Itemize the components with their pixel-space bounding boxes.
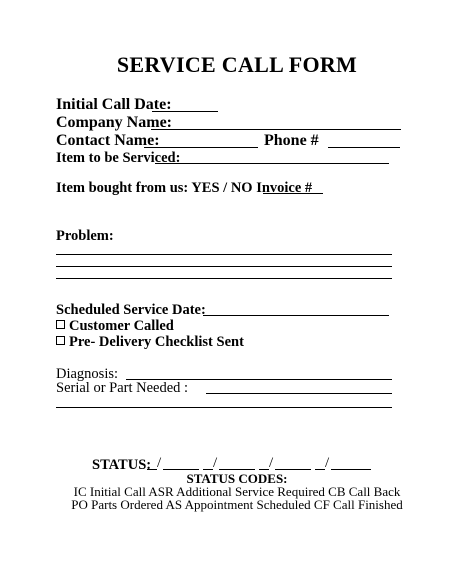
serial-part-field[interactable] [206, 393, 392, 394]
item-bought-label: Item bought from us: YES / NO Invoice # [56, 180, 313, 196]
status-codes-title: STATUS CODES: [186, 471, 288, 486]
customer-called-checkbox[interactable] [56, 320, 65, 329]
item-serviced-field[interactable] [155, 163, 389, 164]
diagnosis-label: Diagnosis: [56, 366, 119, 382]
status-slash-3: / [269, 455, 274, 471]
status-slot-2a[interactable] [203, 469, 213, 470]
status-label: STATUS: [92, 457, 152, 473]
company-name-label: Company Name: [56, 114, 172, 131]
status-slash-4: / [325, 455, 330, 471]
checklist-sent-checkbox[interactable] [56, 336, 65, 345]
problem-line-3[interactable] [56, 278, 392, 279]
customer-called-label: Customer Called [69, 318, 174, 334]
status-slot-1b[interactable] [163, 469, 199, 470]
phone-label: Phone # [264, 132, 319, 149]
status-slot-4b[interactable] [331, 469, 371, 470]
initial-call-date-label: Initial Call Date: [56, 96, 172, 113]
form-title: SERVICE CALL FORM [116, 52, 358, 77]
problem-label: Problem: [56, 228, 114, 244]
scheduled-date-label: Scheduled Service Date: [56, 302, 206, 318]
status-slash-1: / [157, 455, 162, 471]
status-codes-line-2: PO Parts Ordered AS Appointment Scheduled CF Call Finished [71, 497, 403, 512]
status-slot-2b[interactable] [219, 469, 255, 470]
contact-name-label: Contact Name: [56, 132, 160, 149]
phone-field[interactable] [328, 147, 400, 148]
company-name-field[interactable] [151, 129, 401, 130]
status-slot-3a[interactable] [259, 469, 269, 470]
status-codes-line-1: IC Initial Call ASR Additional Service Required CB Call Back [73, 484, 401, 499]
invoice-field[interactable] [263, 193, 323, 194]
checklist-sent-label: Pre- Delivery Checklist Sent [69, 334, 244, 350]
status-slot-1a[interactable] [147, 469, 157, 470]
contact-name-field[interactable] [144, 147, 258, 148]
problem-line-1[interactable] [56, 254, 392, 255]
status-slot-4a[interactable] [315, 469, 325, 470]
checklist-sent-option [56, 334, 244, 350]
serial-part-label: Serial or Part Needed : [56, 380, 189, 396]
status-slash-2: / [213, 455, 218, 471]
serial-part-line-2[interactable] [56, 407, 392, 408]
customer-called-option [56, 318, 174, 334]
status-slot-3b[interactable] [275, 469, 311, 470]
problem-line-2[interactable] [56, 266, 392, 267]
initial-call-date-field[interactable] [152, 111, 218, 112]
item-serviced-label: Item to be Serviced: [56, 150, 181, 166]
scheduled-date-field[interactable] [203, 315, 389, 316]
